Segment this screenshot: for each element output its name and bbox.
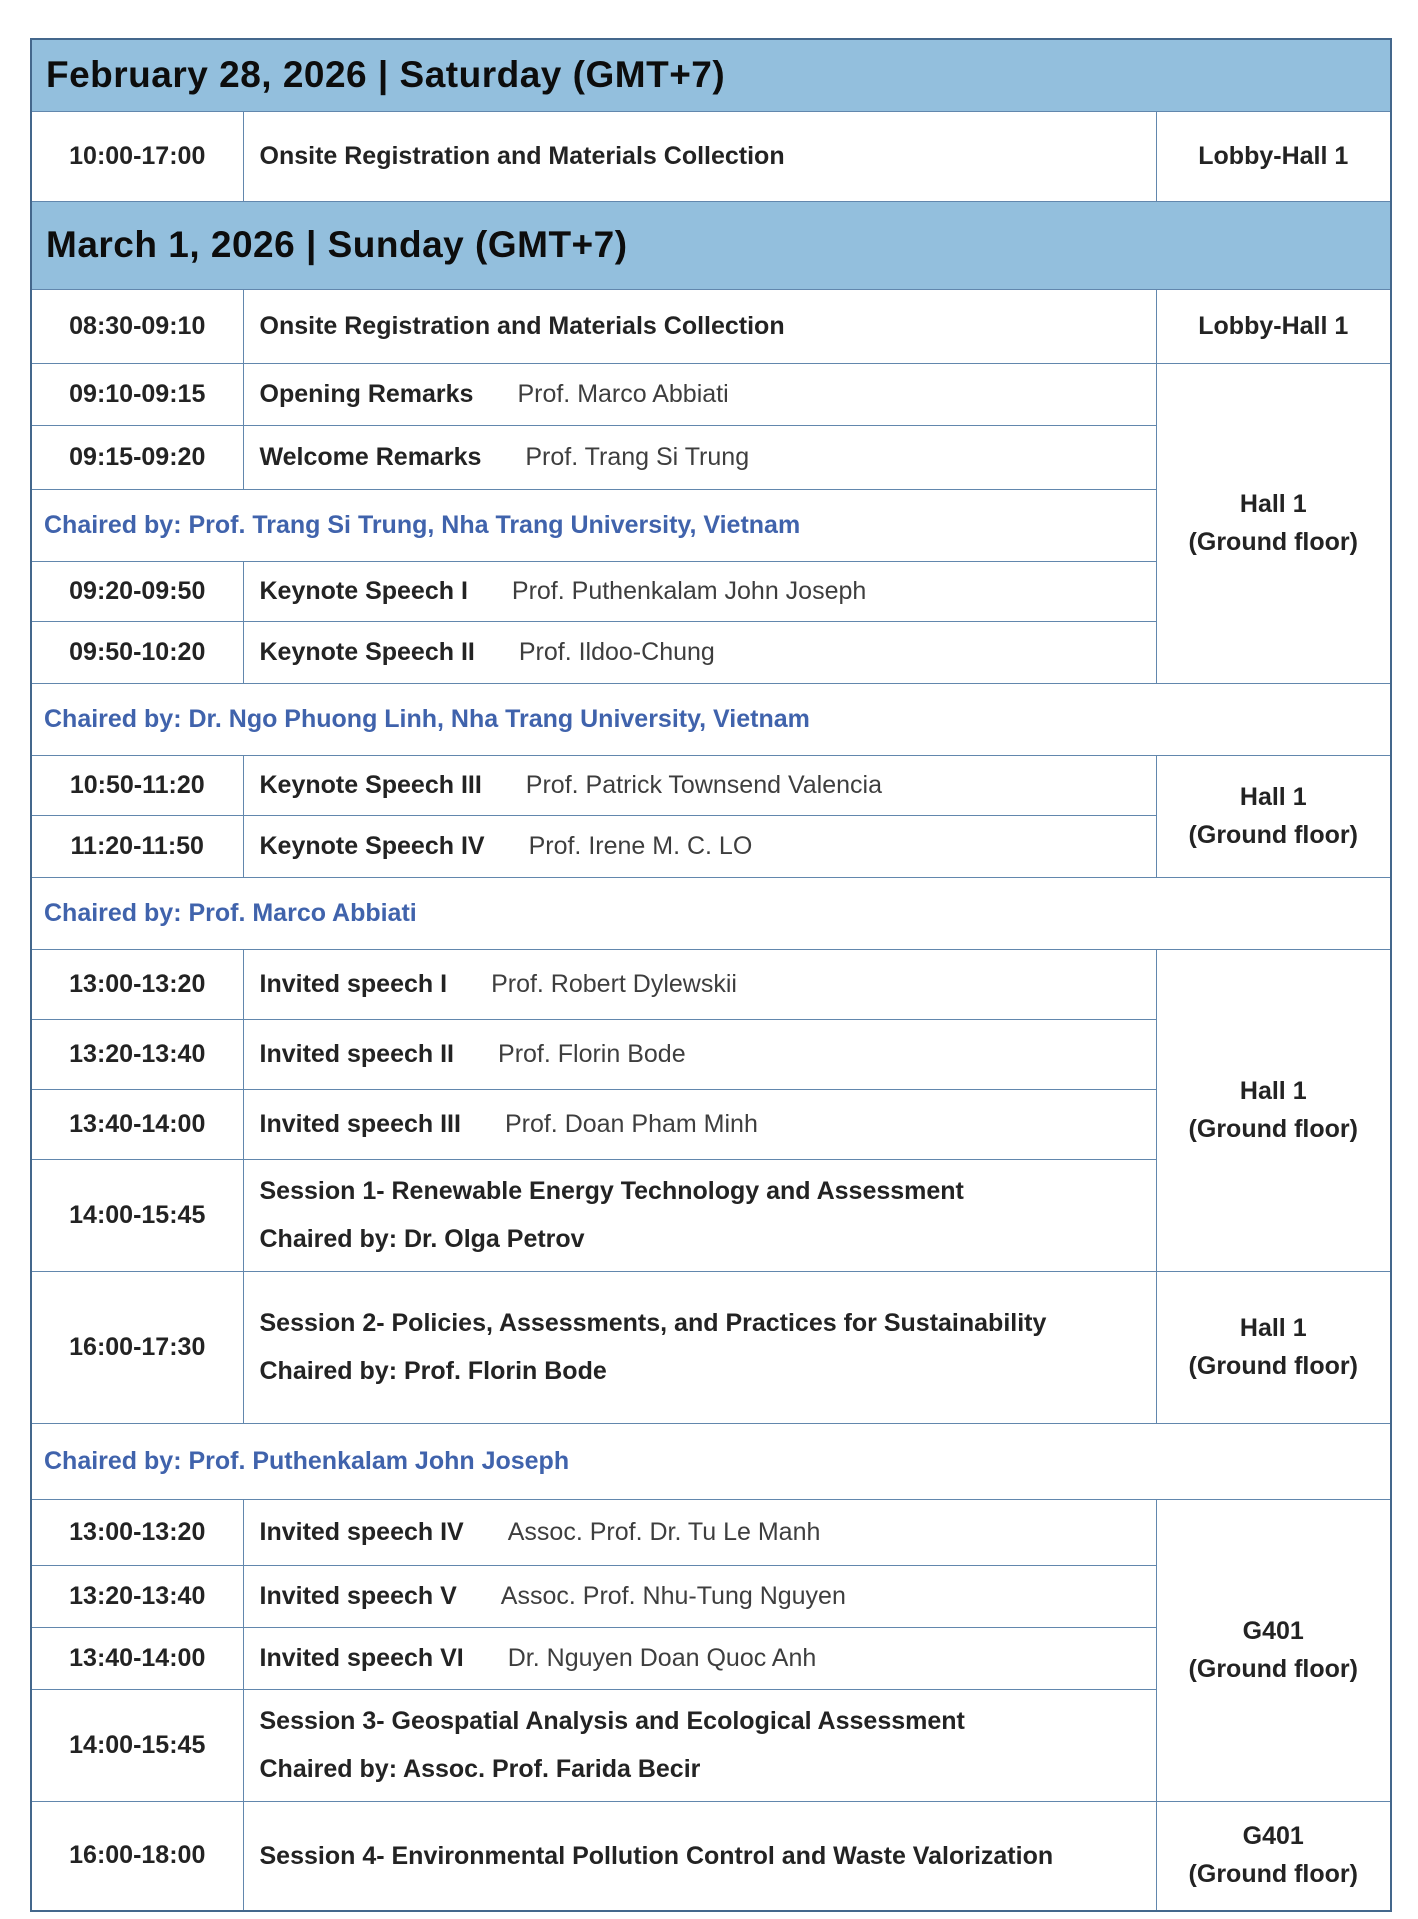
session-chair: Chaired by: Assoc. Prof. Farida Becir xyxy=(259,1755,701,1783)
event-cell xyxy=(243,621,1156,683)
event-cell xyxy=(243,289,1156,363)
time-cell: 09:20-09:50 xyxy=(31,561,243,621)
event-cell xyxy=(243,755,1156,815)
time-cell: 16:00-18:00 xyxy=(31,1801,243,1911)
day2-header: March 1, 2026 | Sunday (GMT+7) xyxy=(31,201,1391,289)
time-cell: 13:40-14:00 xyxy=(31,1627,243,1689)
chair-note: Chaired by: Prof. Marco Abbiati xyxy=(31,877,1391,949)
session-title: Session 4- Environmental Pollution Control and Waste Valorization xyxy=(259,1841,1054,1870)
day2-header-row xyxy=(31,201,1391,289)
event-label: Invited speech VI xyxy=(259,1643,464,1672)
location-cell: Lobby-Hall 1 xyxy=(1156,111,1391,201)
event-label: Invited speech III xyxy=(259,1109,461,1138)
event-title: Onsite Registration and Materials Collection xyxy=(259,311,785,340)
time-cell: 13:40-14:00 xyxy=(31,1089,243,1159)
speaker-name: Prof. Patrick Townsend Valencia xyxy=(525,770,882,799)
location-cell xyxy=(1156,1271,1391,1423)
event-label: Keynote Speech III xyxy=(259,770,482,799)
speaker-name: Assoc. Prof. Nhu-Tung Nguyen xyxy=(500,1581,846,1610)
event-cell xyxy=(243,425,1156,489)
day1-header-row xyxy=(31,39,1391,111)
event-cell xyxy=(243,363,1156,425)
event-cell xyxy=(243,1159,1156,1271)
time-cell: 10:50-11:20 xyxy=(31,755,243,815)
event-cell xyxy=(243,1801,1156,1911)
event-cell xyxy=(243,1627,1156,1689)
location-floor: (Ground floor) xyxy=(1188,1654,1358,1683)
time-cell: 11:20-11:50 xyxy=(31,815,243,877)
speaker-name: Prof. Marco Abbiati xyxy=(517,379,729,408)
time-cell: 14:00-15:45 xyxy=(31,1689,243,1801)
event-cell xyxy=(243,1499,1156,1565)
speaker-name: Prof. Ildoo-Chung xyxy=(518,637,715,666)
session-title: Session 1- Renewable Energy Technology and Assessment xyxy=(259,1177,964,1205)
speaker-name: Prof. Trang Si Trung xyxy=(525,442,750,471)
chair-note-row xyxy=(31,1423,1391,1499)
table-row xyxy=(31,949,1391,1019)
event-label: Invited speech I xyxy=(259,969,448,998)
location-hall: Hall 1 xyxy=(1239,489,1307,518)
location-hall: Hall 1 xyxy=(1239,1313,1307,1342)
time-cell: 16:00-17:30 xyxy=(31,1271,243,1423)
event-cell xyxy=(243,111,1156,201)
table-row xyxy=(31,755,1391,815)
event-cell xyxy=(243,1089,1156,1159)
speaker-name: Assoc. Prof. Dr. Tu Le Manh xyxy=(507,1517,821,1546)
chair-note: Chaired by: Prof. Puthenkalam John Joseph xyxy=(31,1423,1391,1499)
chair-note-row xyxy=(31,877,1391,949)
location-hall: G401 xyxy=(1242,1822,1304,1851)
day1-header: February 28, 2026 | Saturday (GMT+7) xyxy=(31,39,1391,111)
table-row xyxy=(31,1499,1391,1565)
event-label: Welcome Remarks xyxy=(259,442,482,471)
speaker-name: Prof. Florin Bode xyxy=(498,1039,686,1068)
event-label: Keynote Speech I xyxy=(259,576,468,605)
location-cell xyxy=(1156,949,1391,1271)
location-cell xyxy=(1156,755,1391,877)
location-cell xyxy=(1156,363,1391,683)
event-cell xyxy=(243,1271,1156,1423)
time-cell: 09:10-09:15 xyxy=(31,363,243,425)
time-cell: 13:20-13:40 xyxy=(31,1019,243,1089)
chair-note: Chaired by: Dr. Ngo Phuong Linh, Nha Trang University, Vietnam xyxy=(31,683,1391,755)
speaker-name: Prof. Puthenkalam John Joseph xyxy=(511,576,867,605)
table-row xyxy=(31,1271,1391,1423)
session-chair: Chaired by: Prof. Florin Bode xyxy=(259,1357,607,1385)
event-cell xyxy=(243,815,1156,877)
event-label: Invited speech V xyxy=(259,1581,457,1610)
location-floor: (Ground floor) xyxy=(1188,820,1358,849)
event-title: Onsite Registration and Materials Collection xyxy=(259,141,785,170)
event-cell xyxy=(243,1689,1156,1801)
location-floor: (Ground floor) xyxy=(1188,1860,1358,1889)
event-label: Keynote Speech II xyxy=(259,637,475,666)
time-cell: 10:00-17:00 xyxy=(31,111,243,201)
event-cell xyxy=(243,561,1156,621)
event-cell xyxy=(243,949,1156,1019)
event-label: Invited speech II xyxy=(259,1039,455,1068)
location-cell: Lobby-Hall 1 xyxy=(1156,289,1391,363)
event-label: Opening Remarks xyxy=(259,379,474,408)
location-cell xyxy=(1156,1801,1391,1911)
event-label: Keynote Speech IV xyxy=(259,831,485,860)
event-label: Invited speech IV xyxy=(259,1517,464,1546)
time-cell: 13:20-13:40 xyxy=(31,1565,243,1627)
speaker-name: Prof. Robert Dylewskii xyxy=(491,969,737,998)
speaker-name: Prof. Doan Pham Minh xyxy=(504,1109,758,1138)
location-cell xyxy=(1156,1499,1391,1801)
event-cell xyxy=(243,1019,1156,1089)
table-row xyxy=(31,289,1391,363)
schedule-table xyxy=(30,38,1392,1912)
time-cell: 13:00-13:20 xyxy=(31,1499,243,1565)
time-cell: 09:50-10:20 xyxy=(31,621,243,683)
session-title: Session 2- Policies, Assessments, and Practices for Sustainability xyxy=(259,1309,1047,1337)
location-floor: (Ground floor) xyxy=(1188,1351,1358,1380)
location-floor: (Ground floor) xyxy=(1188,527,1358,556)
location-floor: (Ground floor) xyxy=(1188,1114,1358,1143)
speaker-name: Prof. Irene M. C. LO xyxy=(528,831,753,860)
location-hall: Hall 1 xyxy=(1239,782,1307,811)
chair-note-row xyxy=(31,683,1391,755)
speaker-name: Dr. Nguyen Doan Quoc Anh xyxy=(507,1643,817,1672)
chair-note: Chaired by: Prof. Trang Si Trung, Nha Trang University, Vietnam xyxy=(31,489,1156,561)
table-row xyxy=(31,111,1391,201)
time-cell: 09:15-09:20 xyxy=(31,425,243,489)
location-hall: G401 xyxy=(1242,1616,1304,1645)
location-hall: Hall 1 xyxy=(1239,1076,1307,1105)
time-cell: 14:00-15:45 xyxy=(31,1159,243,1271)
time-cell: 08:30-09:10 xyxy=(31,289,243,363)
session-chair: Chaired by: Dr. Olga Petrov xyxy=(259,1225,585,1253)
table-row xyxy=(31,363,1391,425)
table-row xyxy=(31,1801,1391,1911)
event-cell xyxy=(243,1565,1156,1627)
session-title: Session 3- Geospatial Analysis and Ecological Assessment xyxy=(259,1707,965,1735)
time-cell: 13:00-13:20 xyxy=(31,949,243,1019)
